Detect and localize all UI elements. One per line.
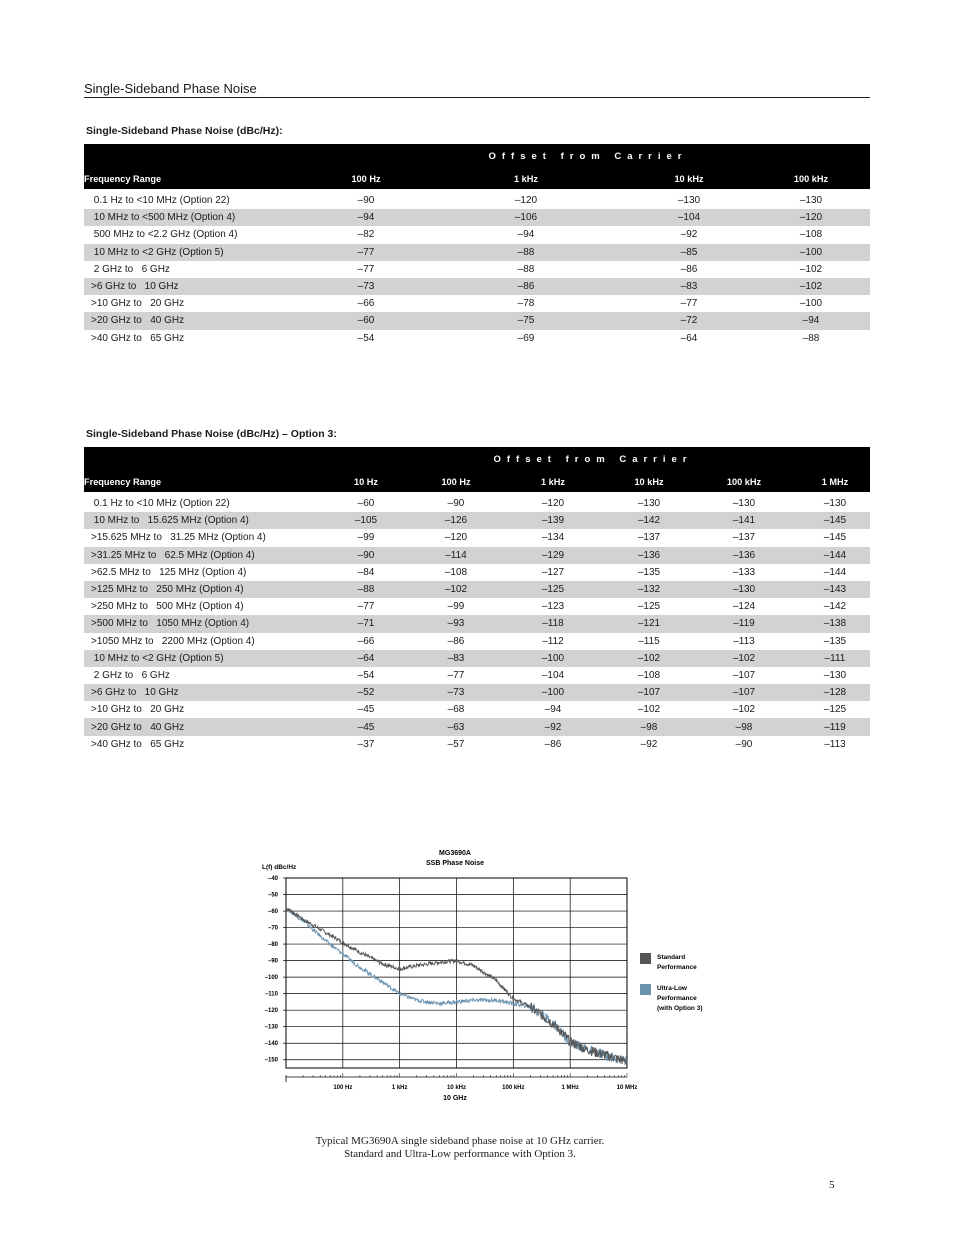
column-header: 10 kHz [626, 168, 752, 189]
frequency-range-cell: >20 GHz to 40 GHz [84, 312, 306, 329]
legend-swatch [640, 953, 651, 964]
legend-label-line: (with Option 3) [657, 1005, 703, 1012]
y-tick-label: –90 [267, 958, 278, 965]
page-number: 5 [829, 1179, 835, 1191]
y-tick-label: –40 [267, 876, 278, 882]
phase-noise-value: –88 [517, 263, 535, 275]
table-row [84, 295, 870, 312]
phase-noise-value: –129 [496, 547, 610, 564]
phase-noise-value: –130 [823, 498, 847, 510]
phase-noise-table [84, 144, 870, 347]
phase-noise-value: –104 [626, 209, 752, 226]
group-header-spacer [84, 144, 306, 168]
phase-noise-value: –68 [447, 704, 465, 716]
table-row [84, 650, 870, 667]
phase-noise-value: –108 [444, 566, 468, 578]
frequency-range-cell: >15.625 MHz to 31.25 MHz (Option 4) [91, 532, 266, 544]
phase-noise-value: –125 [496, 581, 610, 598]
frequency-range-cell: >40 GHz to 65 GHz [91, 738, 185, 750]
column-header: 1 MHz [800, 471, 870, 492]
phase-noise-value: –143 [800, 581, 870, 598]
phase-noise-value: –94 [752, 312, 870, 329]
phase-noise-value: –94 [517, 229, 535, 241]
chart-title: MG3690A [439, 850, 471, 857]
phase-noise-value: –73 [306, 278, 426, 295]
column-header: 1 kHz [496, 471, 610, 492]
phase-noise-value: –69 [517, 332, 535, 344]
y-tick-label: –80 [267, 942, 278, 949]
table-row [84, 495, 870, 512]
legend-label-line: Performance [657, 964, 697, 971]
phase-noise-value: –145 [800, 512, 870, 529]
column-header: 100 Hz [416, 471, 496, 492]
phase-noise-value: –102 [799, 263, 823, 275]
phase-noise-value: –108 [799, 229, 823, 241]
y-tick-label: –120 [264, 1008, 278, 1015]
column-header: 100 kHz [688, 471, 800, 492]
legend-label-line: Ultra-Low [657, 985, 687, 992]
phase-noise-value: –99 [357, 532, 375, 544]
table-row [84, 330, 870, 347]
phase-noise-value: –107 [688, 684, 800, 701]
phase-noise-value: –126 [416, 512, 496, 529]
phase-noise-value: –100 [752, 244, 870, 261]
phase-noise-value: –121 [610, 615, 688, 632]
phase-noise-value: –125 [637, 601, 661, 613]
phase-noise-value: –113 [733, 635, 755, 647]
y-tick-label: –110 [264, 991, 278, 998]
phase-noise-value: –102 [752, 278, 870, 295]
phase-noise-value: –83 [416, 650, 496, 667]
phase-noise-value: –138 [800, 615, 870, 632]
phase-noise-value: –144 [823, 566, 847, 578]
phase-noise-value: –141 [688, 512, 800, 529]
phase-noise-value: –78 [517, 298, 535, 310]
figure-caption-line: Typical MG3690A single sideband phase noise at 10 GHz carrier. [315, 1135, 605, 1147]
phase-noise-value: –86 [426, 278, 626, 295]
table-row [84, 581, 870, 598]
phase-noise-value: –106 [426, 209, 626, 226]
frequency-range-cell: >31.25 MHz to 62.5 MHz (Option 4) [84, 547, 316, 564]
phase-noise-value: –120 [541, 498, 565, 510]
phase-noise-value: –75 [426, 312, 626, 329]
table-row [84, 684, 870, 701]
table-row [84, 718, 870, 735]
phase-noise-value: –77 [447, 669, 465, 681]
phase-noise-value: –37 [357, 738, 375, 750]
phase-noise-value: –136 [688, 547, 800, 564]
column-header: 100 kHz [752, 168, 870, 189]
phase-noise-value: –66 [357, 635, 375, 647]
figure-caption-line: Standard and Ultra-Low performance with Option 3. [344, 1148, 576, 1160]
phase-noise-value: –100 [496, 650, 610, 667]
phase-noise-value: –142 [610, 512, 688, 529]
legend-label-line: Standard [657, 954, 686, 961]
phase-noise-value: –86 [544, 738, 562, 750]
table-row [84, 547, 870, 564]
phase-noise-value: –52 [316, 684, 416, 701]
phase-noise-value: –90 [447, 498, 465, 510]
frequency-range-cell: >62.5 MHz to 125 MHz (Option 4) [91, 566, 247, 578]
phase-noise-value: –73 [416, 684, 496, 701]
phase-noise-value: –102 [610, 650, 688, 667]
phase-noise-value: –128 [800, 684, 870, 701]
phase-noise-value: –64 [316, 650, 416, 667]
phase-noise-value: –130 [677, 195, 701, 207]
table2-caption: Single-Sideband Phase Noise (dBc/Hz) – Option 3: [86, 428, 337, 440]
phase-noise-value: –77 [306, 244, 426, 261]
phase-noise-value: –107 [610, 684, 688, 701]
phase-noise-value: –86 [447, 635, 465, 647]
phase-noise-value: –142 [823, 601, 847, 613]
phase-noise-value: –54 [357, 332, 375, 344]
table-row [84, 564, 870, 581]
column-header: 10 Hz [316, 471, 416, 492]
frequency-range-cell: >1050 MHz to 2200 MHz (Option 4) [91, 635, 255, 647]
x-tick-label: 10 MHz [616, 1085, 638, 1091]
phase-noise-value: –102 [688, 650, 800, 667]
phase-noise-value: –90 [357, 195, 375, 207]
phase-noise-value: –115 [638, 635, 660, 647]
y-tick-label: –50 [267, 892, 278, 899]
chart-grid [286, 878, 627, 1068]
phase-noise-value: –134 [541, 532, 565, 544]
frequency-range-cell: 0.1 Hz to <10 MHz (Option 22) [91, 498, 230, 510]
phase-noise-value: –120 [444, 532, 468, 544]
phase-noise-value: –98 [688, 718, 800, 735]
phase-noise-value: –63 [416, 718, 496, 735]
chart-legend [640, 953, 703, 1012]
table-row [84, 244, 870, 261]
phase-noise-value: –64 [680, 332, 698, 344]
phase-noise-value: –113 [824, 738, 846, 750]
phase-noise-value: –99 [447, 601, 465, 613]
phase-noise-value: –94 [544, 704, 562, 716]
phase-noise-value: –130 [732, 498, 756, 510]
y-tick-label: –150 [264, 1057, 278, 1064]
phase-noise-value: –104 [541, 669, 565, 681]
frequency-range-cell: >250 MHz to 500 MHz (Option 4) [91, 601, 244, 613]
column-header: 10 kHz [610, 471, 688, 492]
phase-noise-value: –139 [496, 512, 610, 529]
phase-noise-value: –102 [732, 704, 756, 716]
table-row [84, 261, 870, 278]
phase-noise-value: –84 [357, 566, 375, 578]
frequency-range-cell: >10 GHz to 20 GHz [91, 704, 185, 716]
phase-noise-value: –83 [626, 278, 752, 295]
x-tick-label: 10 kHz [446, 1085, 467, 1091]
phase-noise-value: –100 [799, 298, 823, 310]
phase-noise-value: –102 [637, 704, 661, 716]
table-row [84, 512, 870, 529]
phase-noise-value: –132 [610, 581, 688, 598]
phase-noise-value: –92 [680, 229, 698, 241]
section-title: Single-Sideband Phase Noise [84, 81, 870, 98]
phase-noise-value: –119 [800, 718, 870, 735]
table-row [84, 278, 870, 295]
phase-noise-value: –136 [610, 547, 688, 564]
frequency-range-cell: 10 MHz to <2 GHz (Option 5) [84, 650, 316, 667]
table-row [84, 667, 870, 684]
phase-noise-value: –120 [514, 195, 538, 207]
table-row [84, 226, 870, 243]
phase-noise-value: –82 [357, 229, 375, 241]
phase-noise-value: –88 [802, 332, 820, 344]
phase-noise-value: –145 [823, 532, 847, 544]
phase-noise-value: –90 [735, 738, 753, 750]
frequency-range-cell: 2 GHz to 6 GHz [91, 669, 170, 681]
phase-noise-value: –108 [637, 669, 661, 681]
phase-noise-value: –130 [823, 669, 847, 681]
frequency-range-cell: 10 MHz to <500 MHz (Option 4) [84, 209, 306, 226]
phase-noise-value: –112 [542, 635, 564, 647]
phase-noise-value: –77 [357, 263, 375, 275]
phase-noise-value: –72 [626, 312, 752, 329]
phase-noise-value: –45 [316, 718, 416, 735]
table-row [84, 615, 870, 632]
phase-noise-value: –123 [541, 601, 565, 613]
phase-noise-value: –92 [640, 738, 658, 750]
frequency-range-cell: >125 MHz to 250 MHz (Option 4) [84, 581, 316, 598]
x-tick-label: 100 kHz [502, 1085, 525, 1091]
table-row [84, 192, 870, 209]
phase-noise-value: –135 [637, 566, 661, 578]
frequency-range-cell: 2 GHz to 6 GHz [91, 263, 170, 275]
phase-noise-value: –93 [416, 615, 496, 632]
table-row [84, 312, 870, 329]
column-header-frequency: Frequency Range [84, 471, 316, 492]
phase-noise-value: –119 [688, 615, 800, 632]
table-row [84, 209, 870, 226]
y-tick-label: –140 [264, 1041, 278, 1048]
legend-label-line: Performance [657, 995, 697, 1002]
table1-caption: Single-Sideband Phase Noise (dBc/Hz): [86, 125, 283, 137]
phase-noise-value: –130 [799, 195, 823, 207]
legend-label [657, 985, 703, 1012]
x-tick-label: 100 Hz [333, 1085, 353, 1091]
column-header-frequency: Frequency Range [84, 168, 306, 189]
phase-noise-value: –135 [823, 635, 847, 647]
phase-noise-value: –77 [680, 298, 698, 310]
phase-noise-value: –88 [426, 244, 626, 261]
legend-swatch [640, 984, 651, 995]
y-tick-label: –100 [264, 975, 278, 982]
phase-noise-value: –98 [610, 718, 688, 735]
table-row [84, 633, 870, 650]
frequency-range-cell: >6 GHz to 10 GHz [84, 278, 306, 295]
phase-noise-value: –133 [732, 566, 756, 578]
table-row [84, 736, 870, 753]
y-tick-label: –130 [264, 1024, 278, 1031]
phase-noise-value: –105 [316, 512, 416, 529]
phase-noise-value: –85 [626, 244, 752, 261]
phase-noise-value: –130 [637, 498, 661, 510]
frequency-range-cell: 10 MHz to <2 GHz (Option 5) [84, 244, 306, 261]
column-header: 100 Hz [306, 168, 426, 189]
phase-noise-value: –90 [316, 547, 416, 564]
frequency-range-cell: 500 MHz to <2.2 GHz (Option 4) [91, 229, 238, 241]
frequency-range-cell: >20 GHz to 40 GHz [84, 718, 316, 735]
legend-label [657, 954, 697, 971]
phase-noise-value: –66 [357, 298, 375, 310]
phase-noise-value: –86 [680, 263, 698, 275]
group-header-offset: Offset from Carrier [316, 447, 870, 471]
group-header-offset: Offset from Carrier [306, 144, 870, 168]
phase-noise-value: –137 [637, 532, 661, 544]
x-axis-label: 10 GHz [443, 1095, 467, 1102]
frequency-range-cell: >40 GHz to 65 GHz [91, 332, 185, 344]
phase-noise-value: –114 [416, 547, 496, 564]
phase-noise-value: –124 [732, 601, 756, 613]
table-row [84, 598, 870, 615]
table-row [84, 701, 870, 718]
chart-subtitle: SSB Phase Noise [426, 860, 484, 867]
phase-noise-option3-table [84, 447, 870, 753]
phase-noise-value: –127 [541, 566, 565, 578]
phase-noise-chart [255, 845, 735, 1110]
x-tick-label: 1 MHz [561, 1085, 579, 1091]
frequency-range-cell: >10 GHz to 20 GHz [91, 298, 185, 310]
frequency-range-cell: 10 MHz to 15.625 MHz (Option 4) [84, 512, 316, 529]
phase-noise-value: –92 [496, 718, 610, 735]
chart-svg [255, 845, 735, 1110]
phase-noise-value: –102 [416, 581, 496, 598]
phase-noise-value: –88 [316, 581, 416, 598]
y-tick-label: –60 [267, 909, 278, 916]
phase-noise-value: –120 [752, 209, 870, 226]
phase-noise-value: –107 [732, 669, 756, 681]
frequency-range-cell: >500 MHz to 1050 MHz (Option 4) [84, 615, 316, 632]
frequency-range-cell: >6 GHz to 10 GHz [84, 684, 316, 701]
phase-noise-value: –60 [357, 498, 375, 510]
phase-noise-value: –45 [357, 704, 375, 716]
phase-noise-value: –118 [496, 615, 610, 632]
phase-noise-value: –60 [306, 312, 426, 329]
phase-noise-value: –144 [800, 547, 870, 564]
phase-noise-value: –137 [732, 532, 756, 544]
column-header: 1 kHz [426, 168, 626, 189]
phase-noise-value: –54 [357, 669, 375, 681]
x-tick-label: 1 kHz [391, 1085, 408, 1091]
group-header-spacer [84, 447, 316, 471]
phase-noise-value: –57 [447, 738, 465, 750]
phase-noise-value: –130 [688, 581, 800, 598]
phase-noise-value: –100 [496, 684, 610, 701]
phase-noise-value: –111 [800, 650, 870, 667]
table-row [84, 529, 870, 546]
phase-noise-value: –125 [823, 704, 847, 716]
phase-noise-value: –77 [357, 601, 375, 613]
phase-noise-value: –71 [316, 615, 416, 632]
y-tick-label: –70 [267, 925, 278, 932]
phase-noise-value: –94 [306, 209, 426, 226]
frequency-range-cell: 0.1 Hz to <10 MHz (Option 22) [91, 195, 230, 207]
figure-caption [230, 1135, 690, 1161]
y-axis-label: L(f) dBc/Hz [262, 864, 297, 871]
